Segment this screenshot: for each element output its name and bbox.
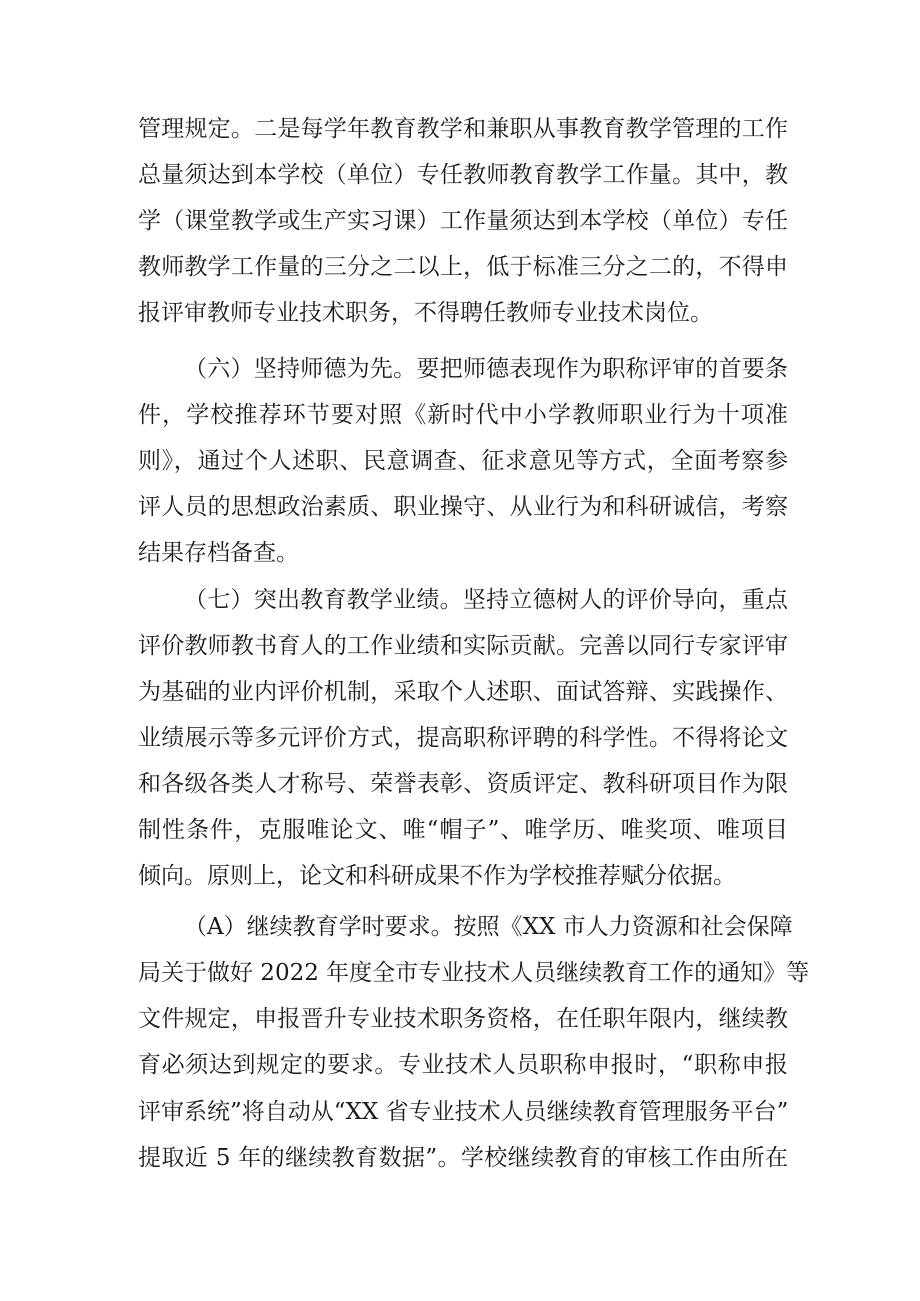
text-line: 评人员的思想政治素质、职业操守、从业行为和科研诚信，考察 bbox=[138, 494, 788, 520]
text-line: 评审系统”将自动从“XX 省专业技术人员继续教育管理服务平台” bbox=[138, 1099, 789, 1125]
text-line: 件，学校推荐环节要对照《新时代中小学教师职业行为十项准 bbox=[138, 402, 788, 428]
text-line: 结果存档备查。 bbox=[138, 540, 299, 566]
text-line: 管理规定。二是每学年教育教学和兼职从事教育教学管理的工作 bbox=[138, 116, 788, 142]
text-line: 评价教师教书育人的工作业绩和实际贡献。完善以同行专家评审 bbox=[138, 633, 788, 659]
text-line: 局关于做好 2022 年度全市专业技术人员继续教育工作的通知》等 bbox=[138, 960, 810, 986]
paragraph-start-line: （六）坚持师德为先。要把师德表现作为职称评审的首要条 bbox=[184, 356, 788, 382]
text-line: 为基础的业内评价机制，采取个人述职、面试答辩、实践操作、 bbox=[138, 679, 788, 705]
text-line: 制性条件，克服唯论文、唯“帽子”、唯学历、唯奖项、唯项目 bbox=[138, 817, 788, 843]
text-line: 倾向。原则上，论文和科研成果不作为学校推荐赋分依据。 bbox=[138, 863, 736, 889]
text-line: 学（课堂教学或生产实习课）工作量须达到本学校（单位）专任 bbox=[138, 208, 788, 234]
text-line: 总量须达到本学校（单位）专任教师教育教学工作量。其中，教 bbox=[138, 162, 788, 188]
text-line: 报评审教师专业技术职务，不得聘任教师专业技术岗位。 bbox=[138, 300, 713, 326]
text-line: 文件规定，申报晋升专业技术职务资格，在任职年限内，继续教 bbox=[138, 1006, 788, 1032]
text-line: 业绩展示等多元评价方式，提高职称评聘的科学性。不得将论文 bbox=[138, 725, 788, 751]
text-line: 和各级各类人才称号、荣誉表彰、资质评定、教科研项目作为限 bbox=[138, 771, 788, 797]
text-line: 教师教学工作量的三分之二以上，低于标准三分之二的，不得申 bbox=[138, 254, 788, 280]
text-line: 则》，通过个人述职、民意调查、征求意见等方式，全面考察参 bbox=[138, 448, 788, 474]
text-line: 育必须达到规定的要求。专业技术人员职称申报时，“职称申报 bbox=[138, 1052, 788, 1078]
text-line: 提取近 5 年的继续教育数据”。学校继续教育的审核工作由所在 bbox=[138, 1145, 788, 1171]
paragraph-start-line: （A）继续教育学时要求。按照《XX 市人力资源和社会保障 bbox=[184, 914, 793, 940]
paragraph-start-line: （七）突出教育教学业绩。坚持立德树人的评价导向，重点 bbox=[184, 587, 788, 613]
